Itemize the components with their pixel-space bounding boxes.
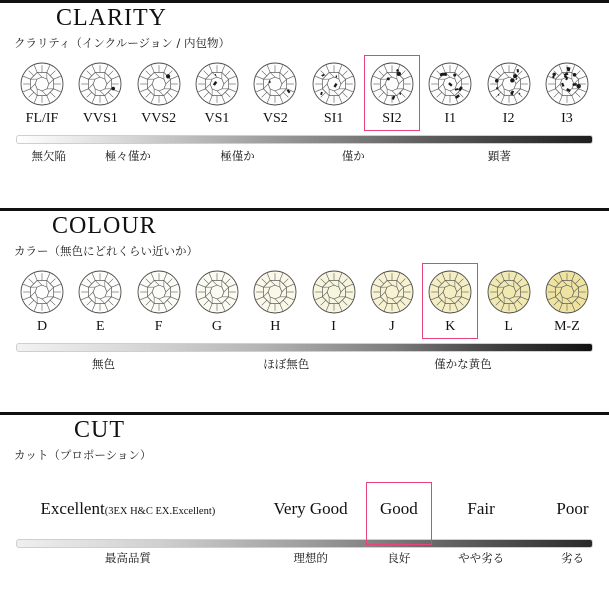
clarity-grade-label: SI2	[382, 111, 402, 126]
colour-grade-label: M-Z	[554, 319, 580, 334]
colour-grade-label: J	[389, 319, 395, 334]
clarity-grade-si1[interactable]	[308, 61, 360, 127]
clarity-grade-vvs2[interactable]	[133, 61, 185, 127]
diamond-icon	[486, 61, 532, 107]
clarity-grade-label: I3	[561, 111, 573, 126]
clarity-section	[0, 0, 609, 170]
clarity-grade-i1[interactable]	[424, 61, 476, 127]
diamond-icon	[136, 61, 182, 107]
colour-stone-row	[0, 269, 609, 335]
clarity-grade-label: VVS1	[82, 111, 118, 126]
cut-grade-very-good[interactable]	[274, 499, 348, 519]
diamond-icon	[369, 61, 415, 107]
cut-header	[0, 415, 609, 445]
colour-grade-label: D	[36, 319, 48, 334]
cut-grade-label: Good	[380, 499, 418, 518]
colour-grade-label: G	[211, 319, 223, 334]
clarity-grade-vvs1[interactable]	[74, 61, 126, 127]
cut-scale-labels	[0, 550, 609, 574]
clarity-title: CLARITY	[56, 5, 167, 31]
diamond-icon	[19, 61, 65, 107]
colour-grade-f[interactable]	[133, 269, 185, 335]
cut-grade-note: (3EX H&C EX.Excellent)	[104, 506, 216, 517]
clarity-grade-vs1[interactable]	[191, 61, 243, 127]
clarity-stone-row	[0, 61, 609, 127]
clarity-grade-label: VS1	[204, 111, 230, 126]
colour-grade-m-z[interactable]	[541, 269, 593, 335]
clarity-grade-label: I1	[444, 111, 457, 126]
cut-grade-jp: 良好	[387, 551, 411, 565]
cut-grade-jp: やや劣る	[458, 551, 505, 565]
colour-grade-e[interactable]	[74, 269, 126, 335]
colour-grade-i[interactable]	[308, 269, 360, 335]
colour-scale-labels	[0, 356, 609, 378]
clarity-grade-label: SI1	[323, 111, 344, 126]
diamond-icon	[544, 61, 590, 107]
diamond-icon	[194, 61, 240, 107]
clarity-scale-label: 無欠陥	[31, 149, 66, 163]
cut-grade-label: Poor	[556, 499, 589, 518]
diamond-icon	[252, 61, 298, 107]
colour-scale-bar	[16, 343, 593, 352]
clarity-grade-label: I2	[502, 111, 515, 126]
diamond-icon	[194, 269, 240, 315]
cut-grade-jp: 劣る	[560, 551, 584, 565]
colour-grade-label: F	[154, 319, 163, 334]
cut-title: CUT	[74, 417, 125, 443]
clarity-scale-bar	[16, 135, 593, 144]
clarity-subtitle: クラリティ（インクルージョン / 内包物）	[14, 36, 230, 50]
diamond-icon	[252, 269, 298, 315]
cut-subtitle: カット（プロポーション）	[14, 448, 152, 462]
colour-grade-label: H	[270, 319, 281, 334]
diamond-icon	[427, 61, 473, 107]
colour-grade-l[interactable]	[483, 269, 535, 335]
cut-grade-row	[0, 497, 609, 531]
diamond-icon	[19, 269, 65, 315]
clarity-grade-label: VVS2	[141, 111, 177, 126]
colour-grade-label: I	[331, 319, 336, 334]
cut-grade-fair[interactable]	[467, 499, 494, 519]
colour-section	[0, 208, 609, 378]
colour-grade-g[interactable]	[191, 269, 243, 335]
clarity-scale-labels	[0, 148, 609, 170]
colour-header	[0, 211, 609, 241]
clarity-scale-label: 僅か	[341, 149, 365, 163]
diamond-icon	[486, 269, 532, 315]
diamond-icon	[544, 269, 590, 315]
cut-grade-label: Excellent	[40, 499, 105, 518]
clarity-grade-vs2[interactable]	[249, 61, 301, 127]
cut-grade-jp: 理想的	[293, 551, 328, 565]
cut-grade-good[interactable]	[380, 499, 418, 519]
clarity-scale-label: 極々僅か	[104, 149, 151, 163]
diamond-icon	[427, 269, 473, 315]
colour-scale-label: ほぼ無色	[263, 357, 310, 371]
colour-title: COLOUR	[52, 213, 157, 239]
diamond-icon	[311, 269, 357, 315]
colour-grade-label: L	[504, 319, 513, 334]
clarity-grade-fl-if[interactable]	[16, 61, 68, 127]
colour-grade-d[interactable]	[16, 269, 68, 335]
cut-grade-poor[interactable]	[556, 499, 588, 519]
colour-grade-h[interactable]	[249, 269, 301, 335]
colour-grade-label: E	[96, 319, 105, 334]
diamond-icon	[77, 269, 123, 315]
clarity-header	[0, 3, 609, 33]
clarity-scale-label: 顕著	[487, 149, 511, 163]
cut-grade-label: Fair	[467, 499, 495, 518]
diamond-icon	[311, 61, 357, 107]
cut-section	[0, 412, 609, 574]
clarity-grade-label: FL/IF	[25, 111, 59, 126]
cut-scale-bar	[16, 539, 593, 548]
colour-grade-j[interactable]	[366, 269, 418, 335]
cut-grade-jp: 最高品質	[104, 551, 151, 565]
colour-grade-k[interactable]	[424, 269, 476, 335]
diamond-icon	[369, 269, 415, 315]
clarity-grade-i3[interactable]	[541, 61, 593, 127]
clarity-grade-i2[interactable]	[483, 61, 535, 127]
diamond-icon	[77, 61, 123, 107]
cut-grade-excellent[interactable]	[41, 499, 216, 519]
diamond-icon	[136, 269, 182, 315]
colour-scale-label: 無色	[92, 357, 116, 371]
clarity-grade-si2[interactable]	[366, 61, 418, 127]
cut-grade-label: Very Good	[273, 499, 348, 518]
clarity-scale-label: 極僅か	[220, 149, 255, 163]
clarity-grade-label: VS2	[262, 111, 288, 126]
colour-subtitle: カラー（無色にどれくらい近いか）	[14, 244, 198, 258]
colour-grade-label: K	[445, 319, 456, 334]
colour-scale-label: 僅かな黄色	[434, 357, 492, 371]
